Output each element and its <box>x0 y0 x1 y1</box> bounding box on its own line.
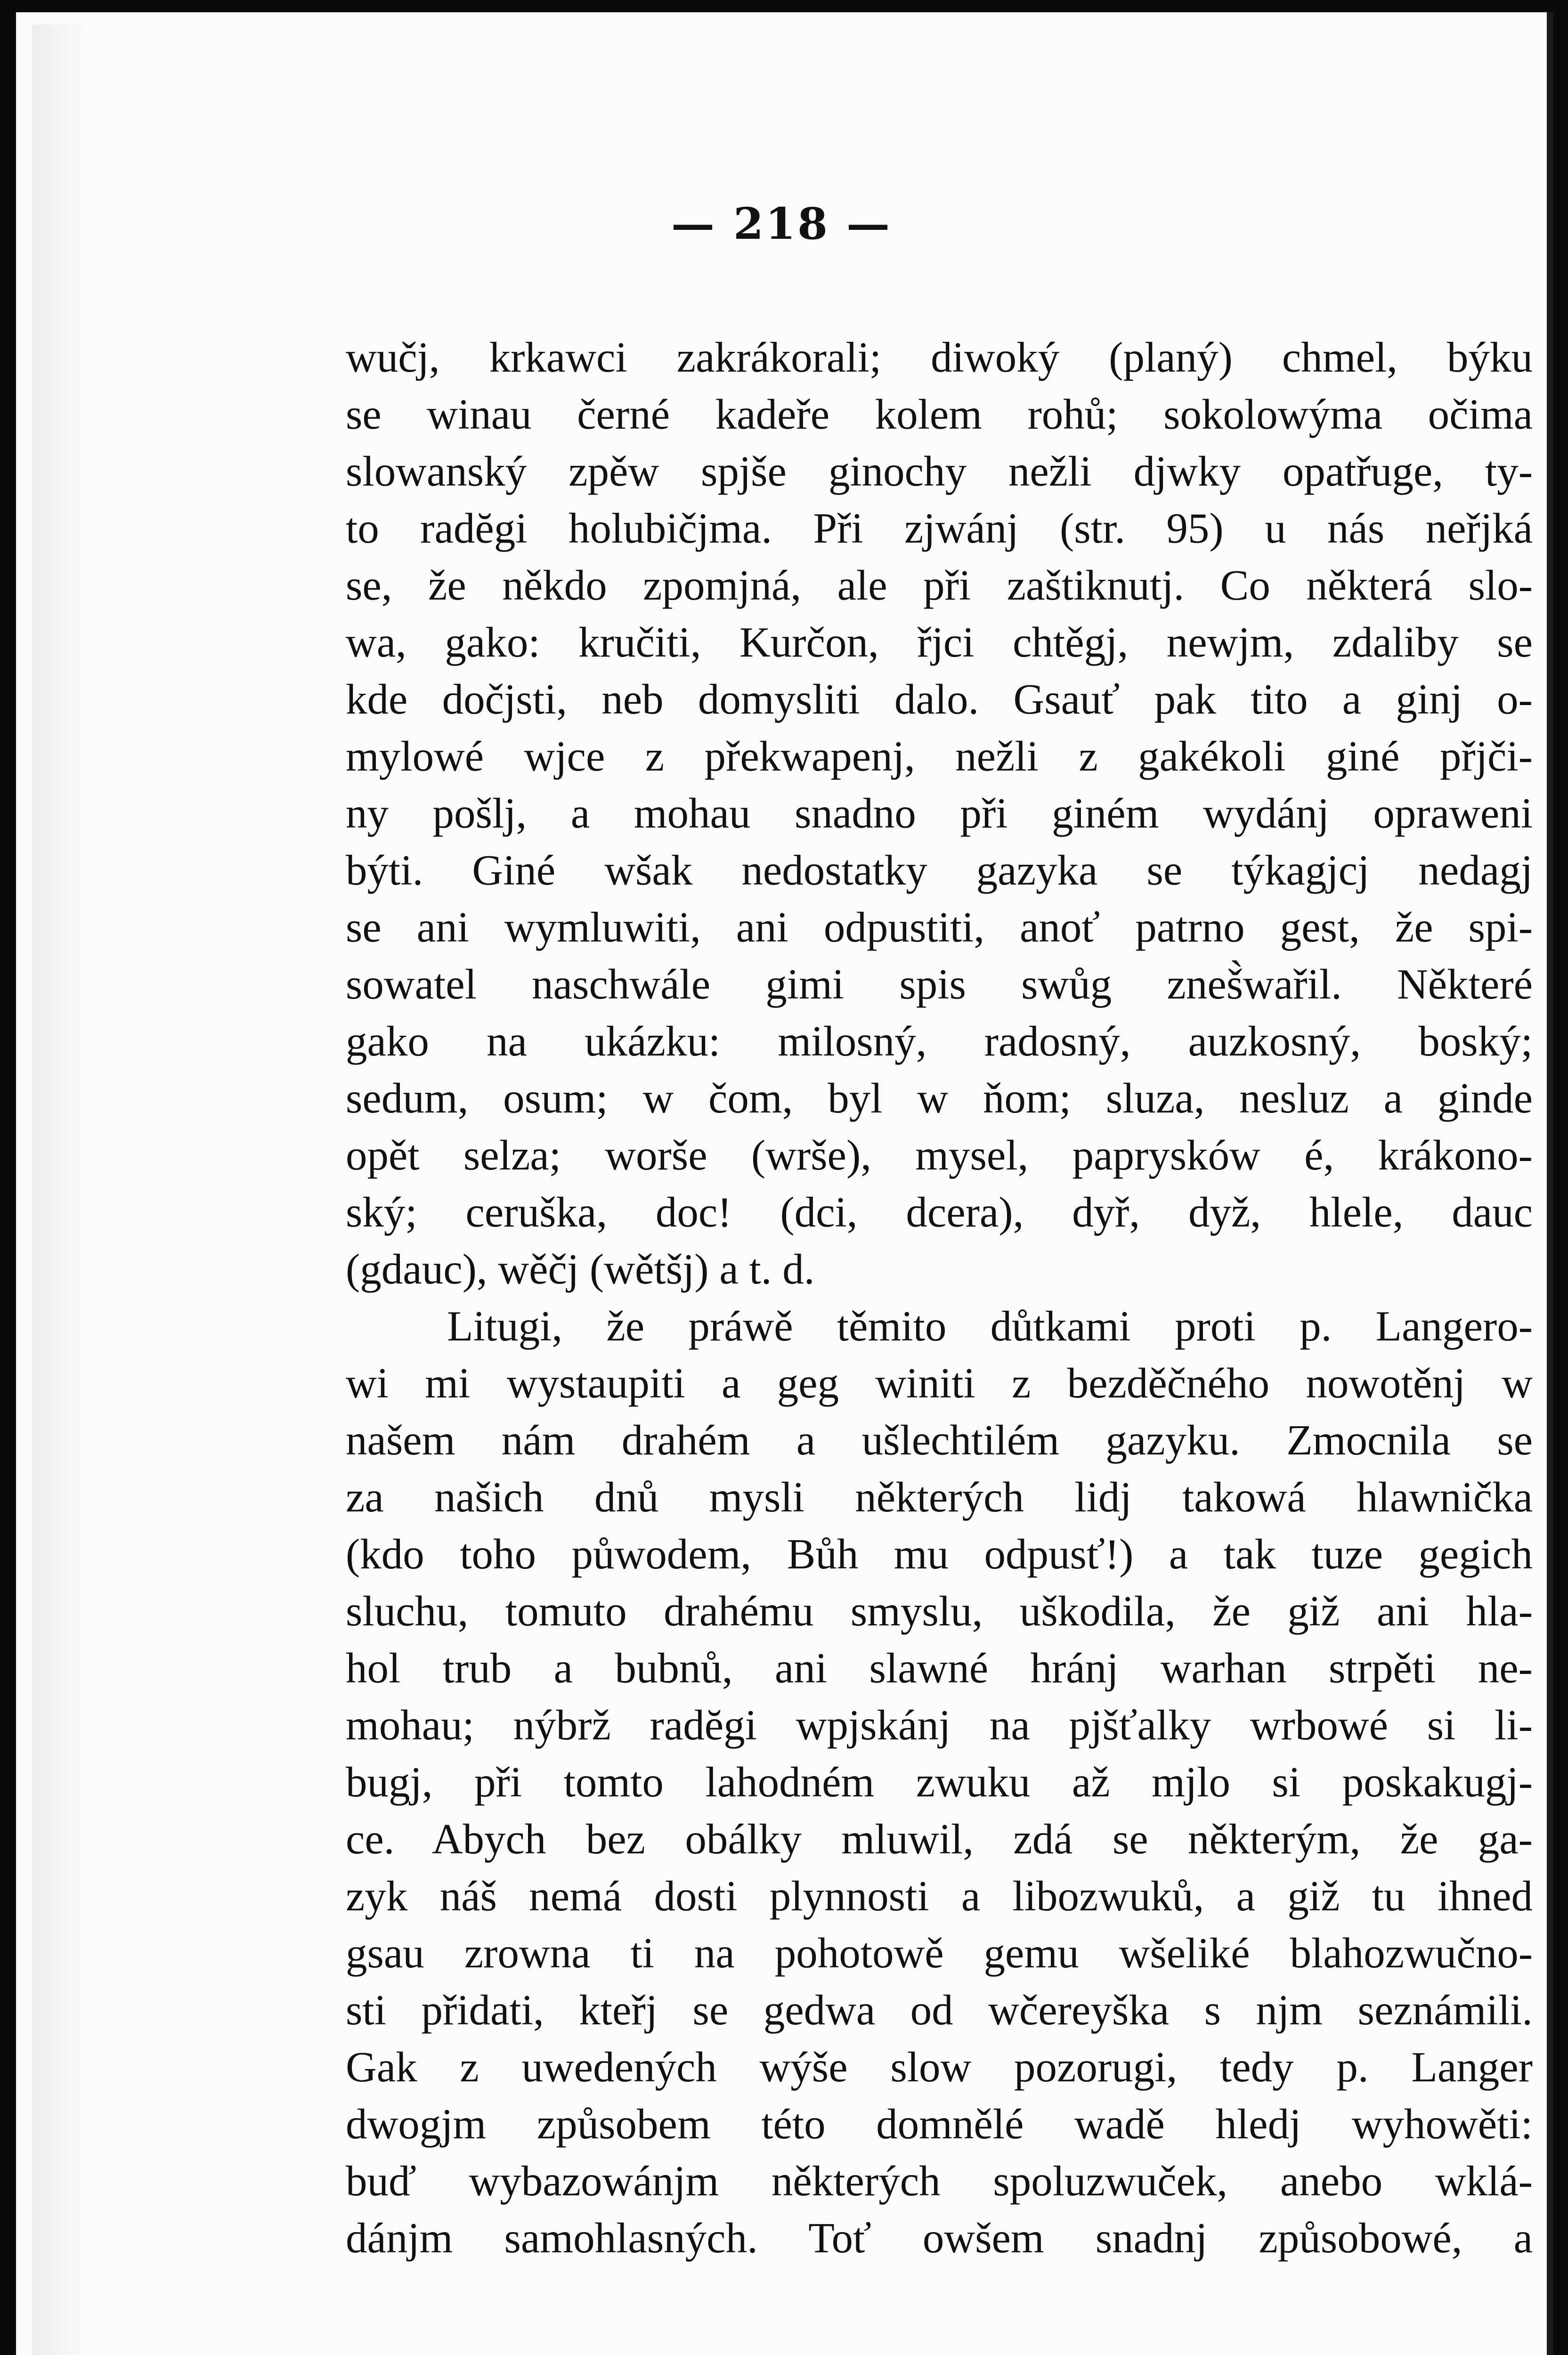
text-line: ny pošlj, a mohau snadno při giném wydánj opraweni <box>346 789 1533 837</box>
text-line: opět selza; worše (wrše), mysel, paprysków é, krákono- <box>346 1131 1533 1179</box>
text-line: wučj, krkawci zakrákorali; diwoký (planý) chmel, býku <box>346 333 1533 381</box>
text-line: gsau zrowna ti na pohotowě gemu wšeliké blahozwučno- <box>346 1929 1533 1977</box>
text-line: bugj, při tomto lahodném zwuku až mjlo si poskakugj- <box>346 1758 1533 1806</box>
paragraph-1 <box>346 329 1533 1298</box>
text-line: se winau černé kadeře kolem rohů; sokolowýma očima <box>346 390 1533 438</box>
text-line: wa, gako: kručiti, Kurčon, řjci chtěgj, newjm, zdaliby se <box>346 618 1533 666</box>
text-line: ský; ceruška, doc! (dci, dcera), dyř, dyž, hlele, dauc <box>346 1188 1533 1236</box>
text-line: sluchu, tomuto drahému smyslu, uškodila, že giž ani hla- <box>346 1587 1533 1635</box>
text-line: buď wybazowánjm některých spoluzwuček, anebo wklá- <box>346 2157 1533 2205</box>
text-line: (gdauc), wěčj (wětšj) a t. d. <box>346 1245 815 1293</box>
text-line: kde dočjsti, neb domysliti dalo. Gsauť pak tito a ginj o- <box>346 675 1533 723</box>
text-line: za našich dnů mysli některých lidj takowá hlawnička <box>346 1473 1533 1521</box>
text-line: Gak z uwedených wýše slow pozorugi, tedy p. Langer <box>346 2043 1533 2091</box>
text-line: Litugi, že práwě těmito důtkami proti p. Langero- <box>447 1302 1533 1350</box>
text-line: hol trub a bubnů, ani slawné hránj warhan strpěti ne- <box>346 1644 1533 1692</box>
text-line: to radĕgi holubičjma. Při zjwánj (str. 95) u nás neřjká <box>346 504 1533 552</box>
paragraph-2 <box>346 1298 1533 2266</box>
text-line: mylowé wjce z překwapenj, nežli z gakékoli giné přjči- <box>346 732 1533 780</box>
text-line: býti. Giné wšak nedostatky gazyka se týkagjcj nedagj <box>346 846 1533 894</box>
text-line: dánjm samohlasných. Toť owšem snadnj způsobowé, a <box>346 2214 1533 2262</box>
text-line: sedum, osum; w čom, byl w ňom; sluza, nesluz a ginde <box>346 1074 1533 1122</box>
text-line: (kdo toho půwodem, Bůh mu odpusť!) a tak tuze gegich <box>346 1530 1533 1578</box>
text-line: zyk náš nemá dosti plynnosti a libozwuků, a giž tu ihned <box>346 1872 1533 1920</box>
book-page <box>16 12 1553 2355</box>
text-line: se ani wymluwiti, ani odpustiti, anoť patrno gest, že spi- <box>346 903 1533 951</box>
page-number: — 218 — <box>671 198 892 249</box>
text-line: sowatel naschwále gimi spis swůg zneš̀wařil. Některé <box>346 960 1533 1008</box>
text-line: sti přidati, kteřj se gedwa od wčereyška s njm seznámili. <box>346 1986 1533 2034</box>
body-text <box>346 329 1533 2266</box>
text-line: našem nám drahém a ušlechtilém gazyku. Zmocnila se <box>346 1416 1533 1464</box>
gutter-shadow <box>32 24 89 2355</box>
text-line: ce. Abych bez obálky mluwil, zdá se některým, že ga- <box>346 1815 1533 1863</box>
text-line: wi mi wystaupiti a geg winiti z bezděčného nowotěnj w <box>346 1359 1533 1407</box>
text-line: dwogjm způsobem této domnělé wadě hledj wyhowěti: <box>346 2100 1533 2148</box>
text-line: slowanský zpěw spjše ginochy nežli djwky opatřuge, ty- <box>346 447 1533 495</box>
text-line: se, že někdo zpomjná, ale při zaštiknutj. Co některá slo- <box>346 561 1533 609</box>
text-line: mohau; nýbrž radĕgi wpjskánj na pjšťalky wrbowé si li- <box>346 1701 1533 1749</box>
text-line: gako na ukázku: milosný, radosný, auzkosný, boský; <box>346 1017 1533 1065</box>
